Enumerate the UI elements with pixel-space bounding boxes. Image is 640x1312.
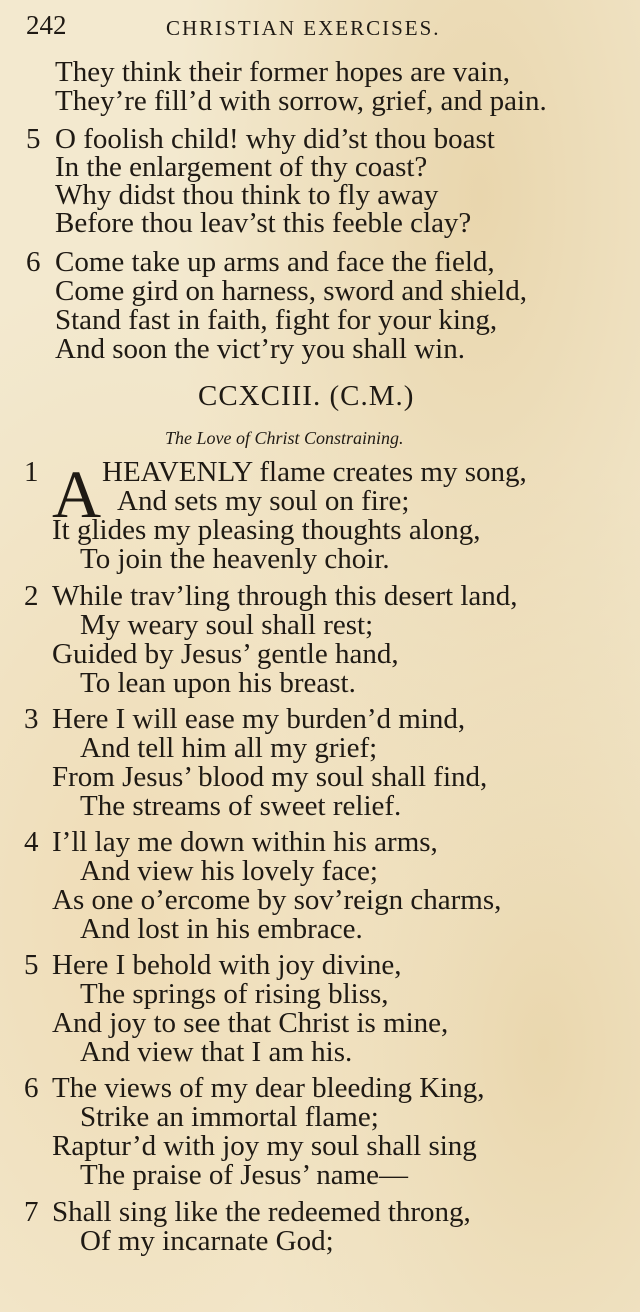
page-number: 242	[26, 10, 67, 40]
verse-line: The springs of rising bliss,	[80, 978, 389, 1010]
verse-line: And lost in his embrace.	[80, 913, 363, 945]
stanza-number: 4	[24, 826, 39, 858]
verse-line: Come gird on harness, sword and shield,	[55, 275, 527, 307]
verse-line: And view that I am his.	[80, 1036, 353, 1068]
verse-line: And tell him all my grief;	[80, 732, 378, 764]
verse-line: And soon the vict’ry you shall win.	[55, 333, 465, 365]
verse-line: Shall sing like the redeemed throng,	[52, 1196, 471, 1228]
verse-line: To lean upon his breast.	[80, 667, 356, 699]
verse-line: Guided by Jesus’ gentle hand,	[52, 638, 399, 670]
verse-line: Stand fast in faith, fight for your king,	[55, 304, 498, 336]
stanza-number: 6	[24, 1072, 39, 1104]
running-title: CHRISTIAN EXERCISES.	[166, 16, 441, 40]
verse-line: And view his lovely face;	[80, 855, 378, 887]
verse-line: My weary soul shall rest;	[80, 609, 374, 641]
stanza-number: 2	[24, 580, 39, 612]
verse-line: Here I behold with joy divine,	[52, 949, 402, 981]
verse-line: And joy to see that Christ is mine,	[52, 1007, 449, 1039]
drop-cap: A	[52, 456, 102, 532]
verse-line: They’re fill’d with sorrow, grief, and pain.	[55, 85, 547, 117]
stanza-number: 5	[26, 123, 41, 155]
verse-line: Come take up arms and face the field,	[55, 246, 495, 278]
stanza-number: 6	[26, 246, 41, 278]
verse-line: They think their former hopes are vain,	[55, 56, 510, 88]
verse-line: HEAVENLY flame creates my song,	[102, 456, 527, 488]
verse-line: Raptur’d with joy my soul shall sing	[52, 1130, 477, 1162]
verse-line: Before thou leav’st this feeble clay?	[55, 207, 472, 239]
verse-line: While trav’ling through this desert land,	[52, 580, 518, 612]
page-header	[26, 10, 620, 44]
verse-line: As one o’ercome by sov’reign charms,	[52, 884, 502, 916]
verse-line: To join the heavenly choir.	[80, 543, 390, 575]
verse-line: The views of my dear bleeding King,	[52, 1072, 485, 1104]
verse-line: O foolish child! why did’st thou boast	[55, 123, 495, 155]
verse-line: Strike an immortal flame;	[80, 1101, 379, 1133]
verse-line: Of my incarnate God;	[80, 1225, 334, 1257]
verse-line: The streams of sweet relief.	[80, 790, 402, 822]
verse-line: It glides my pleasing thoughts along,	[52, 514, 481, 546]
verse-line: In the enlargement of thy coast?	[55, 151, 428, 183]
hymn-title: CCXCIII. (C.M.)	[198, 380, 415, 412]
stanza-number: 7	[24, 1196, 39, 1228]
verse-line: The praise of Jesus’ name—	[80, 1159, 409, 1191]
verse-line: Why didst thou think to fly away	[55, 179, 439, 211]
verse-line: Here I will ease my burden’d mind,	[52, 703, 466, 735]
verse-line: I’ll lay me down within his arms,	[52, 826, 438, 858]
stanza-number: 1	[24, 456, 39, 488]
stanza-number: 3	[24, 703, 39, 735]
hymn-subtitle: The Love of Christ Constraining.	[165, 428, 404, 448]
verse-line: And sets my soul on fire;	[117, 485, 410, 517]
verse-line: From Jesus’ blood my soul shall find,	[52, 761, 488, 793]
stanza-number: 5	[24, 949, 39, 981]
